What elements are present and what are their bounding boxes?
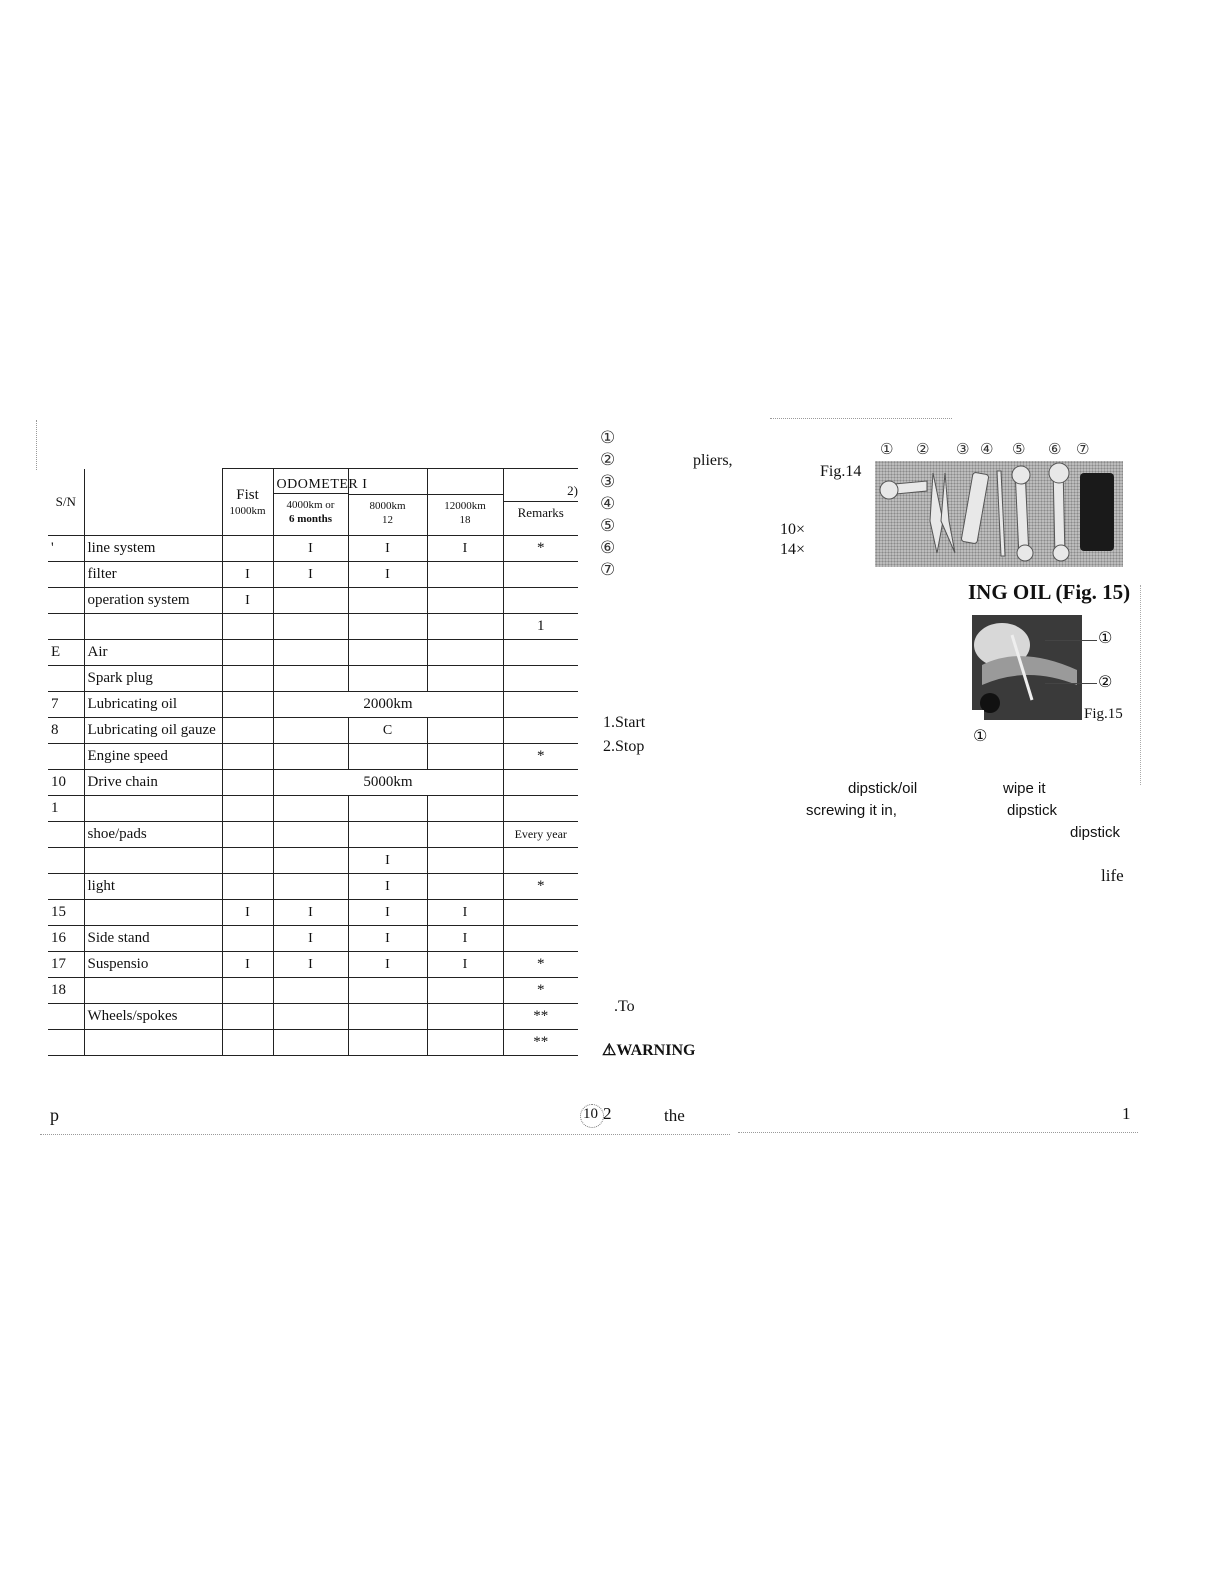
cell-12000km (427, 718, 503, 744)
cell-sn: E (48, 640, 84, 666)
tool-kit-photo (875, 461, 1123, 567)
cell-sn (48, 874, 84, 900)
cell-remark: * (503, 952, 578, 978)
cell-sn (48, 666, 84, 692)
cell-sn: 8 (48, 718, 84, 744)
table-row (48, 978, 578, 1004)
cell-first (222, 1030, 273, 1056)
fig15-callout-1: ① (1098, 628, 1113, 647)
text-to: .To (614, 998, 635, 1015)
cell-4000km: I (273, 952, 348, 978)
footer-divider-right (738, 1132, 1138, 1133)
fig14-marker-4: ④ (980, 440, 994, 458)
cell-sn: 17 (48, 952, 84, 978)
cell-4000km (273, 640, 348, 666)
cell-4000km: I (273, 562, 348, 588)
header-first-service (222, 469, 273, 536)
table-row (48, 848, 578, 874)
table-row (48, 718, 578, 744)
cell-remark (503, 848, 578, 874)
table-row (48, 874, 578, 900)
cell-item: Lubricating oil (84, 692, 222, 718)
cell-8000km (348, 822, 427, 848)
cell-first (222, 640, 273, 666)
cell-first (222, 874, 273, 900)
cell-12000km (427, 1030, 503, 1056)
cell-remark (503, 796, 578, 822)
cell-remark: * (503, 744, 578, 770)
table-row (48, 692, 578, 718)
oil-check-photo (972, 615, 1082, 720)
cell-sn (48, 822, 84, 848)
cell-first (222, 536, 273, 562)
cell-item (84, 614, 222, 640)
text-dipstick-oil: dipstick/oil (848, 780, 918, 797)
header-col5-bottom: 18 (459, 513, 471, 526)
table-header-row (48, 469, 578, 536)
table-row (48, 614, 578, 640)
cell-sn (48, 614, 84, 640)
cell-sn (48, 562, 84, 588)
cell-12000km: I (427, 536, 503, 562)
cell-sn: 7 (48, 692, 84, 718)
cell-8000km (348, 744, 427, 770)
cell-item (84, 900, 222, 926)
header-col4-top: 8000km (369, 499, 406, 512)
table-row (48, 900, 578, 926)
cell-remark (503, 562, 578, 588)
tool-marker-5: ⑤ (600, 516, 616, 536)
cell-8000km (348, 1030, 427, 1056)
cell-4000km (273, 796, 348, 822)
cell-sn: 18 (48, 978, 84, 1004)
tool-pliers: pliers, (693, 452, 733, 469)
step-2-stop: 2.Stop (603, 738, 645, 755)
top-divider-right (770, 418, 952, 419)
fig15-callout-2: ② (1098, 672, 1113, 691)
footer-divider-left (40, 1134, 730, 1135)
cell-4000km (273, 666, 348, 692)
cell-item: Air (84, 640, 222, 666)
header-col5 (427, 469, 503, 536)
cell-8000km (348, 614, 427, 640)
table-row (48, 536, 578, 562)
cell-8000km: I (348, 536, 427, 562)
pliers-icon (930, 473, 943, 553)
text-life: life (1101, 866, 1124, 885)
cell-8000km: I (348, 926, 427, 952)
cell-item: Engine speed (84, 744, 222, 770)
tool-marker-6: ⑥ (600, 538, 616, 558)
cell-first (222, 770, 273, 796)
cell-item: Spark plug (84, 666, 222, 692)
cell-interval-span: 2000km (273, 692, 503, 718)
oil-check-illustration (972, 615, 1082, 720)
cell-remark (503, 588, 578, 614)
cell-8000km: C (348, 718, 427, 744)
page-number-suffix: 2 (603, 1104, 612, 1123)
cell-4000km (273, 1004, 348, 1030)
fig14-label: Fig.14 (820, 463, 862, 480)
table-row (48, 588, 578, 614)
cell-item: Drive chain (84, 770, 222, 796)
fig15-callout-line-2 (1045, 683, 1097, 684)
cell-first (222, 692, 273, 718)
cell-12000km (427, 822, 503, 848)
table-row (48, 796, 578, 822)
fig14-marker-6: ⑥ (1048, 440, 1062, 458)
text-screwing-it-in: screwing it in, (806, 802, 897, 819)
cell-4000km (273, 744, 348, 770)
cell-4000km (273, 978, 348, 1004)
cell-4000km: I (273, 926, 348, 952)
header-col5-top: 12000km (444, 499, 486, 512)
cell-8000km: I (348, 900, 427, 926)
cell-12000km: I (427, 952, 503, 978)
cell-sn (48, 848, 84, 874)
socket-icon (961, 472, 989, 544)
cell-first (222, 822, 273, 848)
cell-remark: ** (503, 1004, 578, 1030)
header-remarks-label: Remarks (517, 504, 564, 520)
table-row (48, 1004, 578, 1030)
cell-12000km (427, 874, 503, 900)
table-row (48, 562, 578, 588)
cell-first (222, 848, 273, 874)
cell-4000km (273, 848, 348, 874)
cell-12000km: I (427, 900, 503, 926)
cell-item: filter (84, 562, 222, 588)
header-col3 (273, 469, 368, 536)
cell-12000km (427, 588, 503, 614)
footer-right-number: 1 (1122, 1104, 1131, 1123)
cell-sn (48, 1030, 84, 1056)
cell-sn: 16 (48, 926, 84, 952)
oil-section-heading: ING OIL (Fig. 15) (968, 580, 1131, 604)
cell-remark (503, 770, 578, 796)
cell-sn: 10 (48, 770, 84, 796)
tool-marker-2: ② (600, 450, 616, 470)
tool-kit-illustration (875, 461, 1123, 567)
cell-remark (503, 692, 578, 718)
warning-heading: ⚠WARNING (602, 1042, 696, 1059)
cell-remark: * (503, 874, 578, 900)
cell-interval-span: 5000km (273, 770, 503, 796)
cell-item: light (84, 874, 222, 900)
cell-remark: Every year (503, 822, 578, 848)
fig14-marker-7: ⑦ (1076, 440, 1090, 458)
cell-4000km (273, 614, 348, 640)
cell-8000km (348, 978, 427, 1004)
fig15-callout-bottom: ① (973, 726, 988, 745)
maintenance-schedule-table (48, 468, 578, 1056)
tool-marker-3: ③ (600, 472, 616, 492)
cell-first: I (222, 588, 273, 614)
tool-size-14: 14× (780, 541, 806, 558)
tool-pouch-icon (1080, 473, 1114, 551)
page-number: 10 (583, 1106, 598, 1122)
text-wipe-it: wipe it (1003, 780, 1046, 797)
cell-remark (503, 640, 578, 666)
tool-size-10: 10× (780, 521, 806, 538)
cell-4000km (273, 718, 348, 744)
cell-first: I (222, 900, 273, 926)
tool-marker-7: ⑦ (600, 560, 616, 580)
cell-first (222, 926, 273, 952)
header-item (84, 469, 222, 536)
fig14-marker-5: ⑤ (1012, 440, 1026, 458)
header-odometer: ODOMETER I (274, 477, 348, 494)
cell-12000km (427, 640, 503, 666)
table-row (48, 744, 578, 770)
cell-first (222, 744, 273, 770)
cell-4000km (273, 822, 348, 848)
cell-12000km (427, 796, 503, 822)
header-col3-bottom: 6 months (288, 512, 333, 525)
cell-item: line system (84, 536, 222, 562)
cell-12000km (427, 562, 503, 588)
cell-12000km (427, 666, 503, 692)
cell-sn: 1 (48, 796, 84, 822)
table-row (48, 640, 578, 666)
table-row (48, 952, 578, 978)
cell-first: I (222, 562, 273, 588)
cell-item (84, 978, 222, 1004)
cell-item: Side stand (84, 926, 222, 952)
header-first-top: Fist (236, 486, 259, 503)
screwdriver-icon (997, 471, 1005, 556)
cell-8000km (348, 1004, 427, 1030)
header-col3-top: 4000km or (286, 498, 335, 511)
cell-remark: * (503, 978, 578, 1004)
header-remarks (503, 469, 578, 536)
cell-4000km (273, 874, 348, 900)
cell-8000km (348, 640, 427, 666)
cell-sn (48, 1004, 84, 1030)
cell-remark (503, 666, 578, 692)
table-row (48, 666, 578, 692)
header-first-bottom: 1000km (229, 504, 266, 517)
cell-item: Wheels/spokes (84, 1004, 222, 1030)
text-dipstick-a: dipstick (1007, 802, 1058, 819)
header-col4-bottom: 12 (382, 513, 393, 526)
cell-remark: ** (503, 1030, 578, 1056)
cell-first (222, 718, 273, 744)
cell-item: Lubricating oil gauze (84, 718, 222, 744)
cell-sn: 15 (48, 900, 84, 926)
cell-item: Suspensio (84, 952, 222, 978)
cell-first (222, 614, 273, 640)
fig14-marker-3: ③ (956, 440, 970, 458)
cell-sn (48, 588, 84, 614)
fig14-marker-2: ② (916, 440, 930, 458)
cell-first (222, 978, 273, 1004)
table-row (48, 1030, 578, 1056)
cell-item: shoe/pads (84, 822, 222, 848)
cell-remark: * (503, 536, 578, 562)
header-odometer-end: 2) (504, 483, 579, 502)
footer-left-letter: p (50, 1105, 59, 1125)
right-margin-dots (1140, 585, 1141, 785)
cell-remark (503, 718, 578, 744)
table-row (48, 822, 578, 848)
cell-8000km: I (348, 848, 427, 874)
cell-first (222, 666, 273, 692)
cell-8000km (348, 666, 427, 692)
cell-12000km: I (427, 926, 503, 952)
text-dipstick-b: dipstick (1070, 824, 1121, 841)
cell-8000km: I (348, 874, 427, 900)
footer-the: the (664, 1106, 685, 1125)
fig14-marker-1: ① (880, 440, 894, 458)
cell-item: operation system (84, 588, 222, 614)
step-1-start: 1.Start (603, 714, 646, 731)
header-sn: S/N (48, 469, 84, 536)
cell-12000km (427, 614, 503, 640)
cell-remark (503, 926, 578, 952)
cell-item (84, 796, 222, 822)
tool-marker-1: ① (600, 428, 616, 448)
cell-8000km (348, 796, 427, 822)
cell-first: I (222, 952, 273, 978)
cell-remark: 1 (503, 614, 578, 640)
left-margin-marks (36, 420, 43, 470)
tool-marker-4: ④ (600, 494, 616, 514)
cell-first (222, 1004, 273, 1030)
table-row (48, 770, 578, 796)
table-body (48, 536, 578, 1056)
cell-12000km (427, 848, 503, 874)
fig15-label: Fig.15 (1084, 706, 1123, 722)
cell-sn: ' (48, 536, 84, 562)
cell-item (84, 1030, 222, 1056)
cell-first (222, 796, 273, 822)
cell-4000km: I (273, 536, 348, 562)
cell-item (84, 848, 222, 874)
cell-sn (48, 744, 84, 770)
cell-4000km: I (273, 900, 348, 926)
cell-12000km (427, 744, 503, 770)
cell-4000km (273, 1030, 348, 1056)
cell-12000km (427, 1004, 503, 1030)
cell-8000km: I (348, 562, 427, 588)
cell-remark (503, 900, 578, 926)
fig15-callout-line-1 (1045, 640, 1097, 641)
cell-8000km (348, 588, 427, 614)
cell-8000km: I (348, 952, 427, 978)
table-row (48, 926, 578, 952)
cell-12000km (427, 978, 503, 1004)
cell-4000km (273, 588, 348, 614)
